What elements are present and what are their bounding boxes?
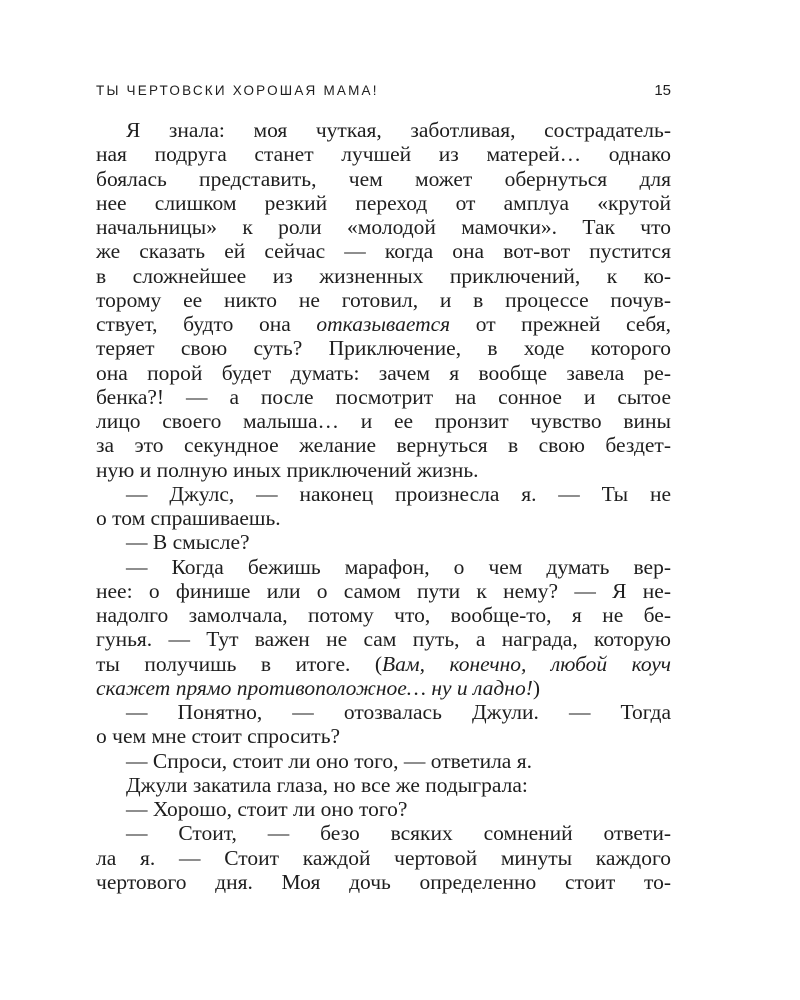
emphasis-text: скажет прямо противоположное… ну и ладно! — [96, 675, 533, 700]
text-line: — Когда бежишь марафон, о чем думать вер- — [126, 554, 671, 579]
running-head-title: ТЫ ЧЕРТОВСКИ ХОРОШАЯ МАМА! — [96, 82, 379, 98]
text-line — [96, 652, 671, 676]
text-line: нее слишком резкий переход от амплуа «крутой — [96, 190, 671, 215]
text-segment: ствует, будто она — [96, 312, 317, 336]
text-segment: ты получишь в итоге. ( — [96, 651, 382, 676]
text-line: боялась представить, чем может обернуться для — [96, 166, 671, 191]
text-line — [96, 676, 671, 700]
text-line: Я знала: моя чуткая, заботливая, сострадатель- — [126, 118, 671, 142]
text-line: теряет свою суть? Приключение, в ходе которого — [96, 336, 671, 361]
text-segment: ) — [532, 675, 541, 700]
text-line: — Спроси, стоит ли оно того, — ответила я. — [126, 748, 532, 773]
text-line: она порой будет думать: зачем я вообще завела ре- — [96, 360, 671, 385]
text-line: начальницы» к роли «молодой мамочки». Так что — [96, 215, 671, 239]
text-line: — Хорошо, стоит ли оно того? — [126, 797, 408, 821]
text-line: чертового дня. Моя дочь определенно стоит то- — [96, 869, 671, 894]
body-text — [96, 118, 671, 894]
text-line: ная подруга станет лучшей из матерей… однако — [96, 142, 671, 167]
text-line: же сказать ей сейчас — когда она вот-вот пустится — [96, 239, 671, 264]
text-line: Джули закатила глаза, но все же подыграла: — [126, 772, 528, 797]
emphasis-text: Вам, конечно, любой коуч — [382, 651, 671, 676]
running-head — [96, 80, 671, 100]
emphasis-text: отказывается — [316, 312, 451, 336]
text-line: в сложнейшее из жизненных приключений, к ко- — [96, 263, 671, 288]
text-line — [96, 312, 671, 336]
text-line: за это секундное желание вернуться в свою бездет- — [96, 433, 671, 458]
text-line: торому ее никто не готовил, и в процессе почув- — [96, 287, 671, 312]
text-line: — В смысле? — [126, 530, 250, 555]
text-line: о чем мне стоит спросить? — [96, 724, 341, 749]
text-line: о том спрашиваешь. — [96, 506, 281, 530]
text-line: бенка?! — а после посмотрит на сонное и сытое — [96, 384, 671, 409]
text-line: — Понятно, — отозвалась Джули. — Тогда — [126, 700, 671, 724]
text-line: ла я. — Стоит каждой чертовой минуты каждого — [96, 845, 671, 870]
text-segment: от прежней себя, — [450, 312, 671, 336]
text-line: надолго замолчала, потому что, вообще-то, я не бе- — [96, 603, 671, 627]
page-number: 15 — [654, 81, 671, 99]
text-line: — Джулс, — наконец произнесла я. — Ты не — [126, 481, 671, 506]
text-line: лицо своего малыша… и ее пронзит чувство вины — [96, 409, 671, 433]
text-line: нее: о финише или о самом пути к нему? — Я не- — [96, 578, 671, 603]
text-line: ную и полную иных приключений жизнь. — [96, 457, 479, 482]
text-line: гунья. — Тут важен не сам путь, а награда, которую — [96, 627, 671, 652]
text-line: — Стоит, — безо всяких сомнений ответи- — [126, 821, 671, 846]
